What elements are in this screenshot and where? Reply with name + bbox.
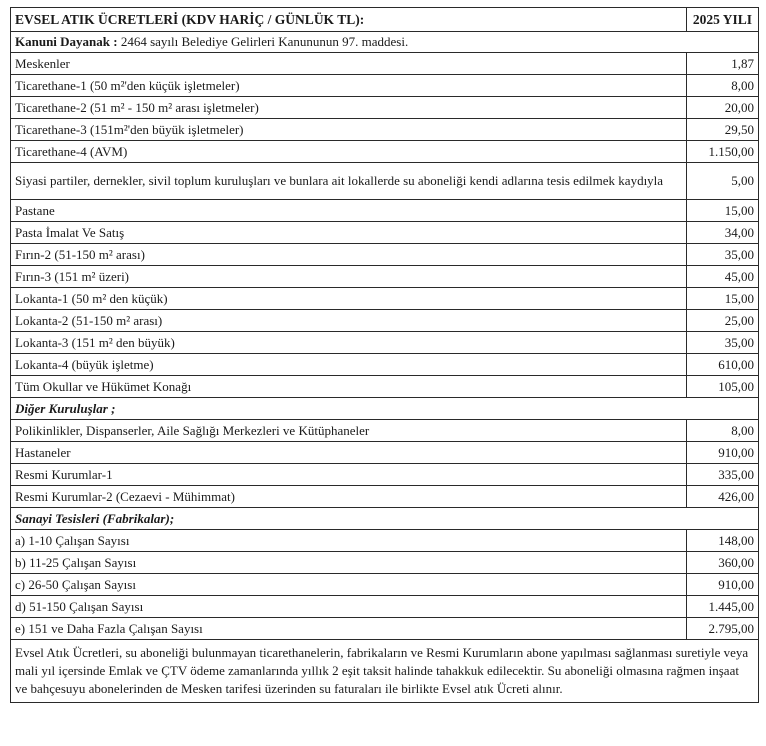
row-label: Pasta İmalat Ve Satış	[11, 222, 687, 244]
row-value: 105,00	[687, 376, 759, 398]
row-value: 360,00	[687, 552, 759, 574]
row-value: 29,50	[687, 119, 759, 141]
row-value: 426,00	[687, 486, 759, 508]
table-row	[11, 266, 759, 288]
row-label: Resmi Kurumlar-1	[11, 464, 687, 486]
row-label: Ticarethane-1 (50 m²'den küçük işletmeler)	[11, 75, 687, 97]
legal-basis	[11, 32, 759, 53]
table-row	[11, 310, 759, 332]
table-row	[11, 354, 759, 376]
table-row	[11, 332, 759, 354]
row-label: Pastane	[11, 200, 687, 222]
table-row	[11, 163, 759, 200]
table-row	[11, 200, 759, 222]
row-label: Tüm Okullar ve Hükümet Konağı	[11, 376, 687, 398]
row-label: Siyasi partiler, dernekler, sivil toplum kuruluşları ve bunlara ait lokallerde su aboneliği kendi adlarına tesis edilmek kaydıyla	[11, 163, 687, 200]
legal-basis-text: 2464 sayılı Belediye Gelirleri Kanununun 97. maddesi.	[117, 34, 409, 49]
row-value: 1.150,00	[687, 141, 759, 163]
row-value: 25,00	[687, 310, 759, 332]
table-row	[11, 244, 759, 266]
table-row	[11, 618, 759, 640]
row-value: 335,00	[687, 464, 759, 486]
row-value: 15,00	[687, 288, 759, 310]
footnote-text: Evsel Atık Ücretleri, su aboneliği bulunmayan ticarethanelerin, fabrikaların ve Resmi Kurumların abone yapılması sağlanması suretiyle veya mali yıl içersinde Emlak ve ÇTV ödeme zamanlarında yıllık 2 eşit taksit halinde tahakkuk edilecektir. Su aboneliği olmasına rağmen inşaat ve bahçesuyu abonelerinden de Mesken tarifesi üzerinden su faturaları ile birlikte Evsel atık Ücreti alınır.	[11, 640, 759, 703]
row-value: 8,00	[687, 420, 759, 442]
row-value: 910,00	[687, 574, 759, 596]
row-label: a) 1-10 Çalışan Sayısı	[11, 530, 687, 552]
row-label: Fırın-2 (51-150 m² arası)	[11, 244, 687, 266]
row-label: Ticarethane-4 (AVM)	[11, 141, 687, 163]
row-label: Lokanta-4 (büyük işletme)	[11, 354, 687, 376]
table-row	[11, 486, 759, 508]
table-row	[11, 420, 759, 442]
tariff-table	[10, 7, 759, 703]
table-row	[11, 288, 759, 310]
row-value: 15,00	[687, 200, 759, 222]
section-heading-industrial-facilities-row	[11, 508, 759, 530]
row-value: 8,00	[687, 75, 759, 97]
row-value: 35,00	[687, 332, 759, 354]
row-label: Resmi Kurumlar-2 (Cezaevi - Mühimmat)	[11, 486, 687, 508]
year-column-header: 2025 YILI	[687, 8, 759, 32]
row-label: Polikinlikler, Dispanserler, Aile Sağlığı Merkezleri ve Kütüphaneler	[11, 420, 687, 442]
table-row	[11, 376, 759, 398]
row-value: 45,00	[687, 266, 759, 288]
row-value: 20,00	[687, 97, 759, 119]
table-row	[11, 75, 759, 97]
legal-basis-label: Kanuni Dayanak :	[15, 34, 118, 49]
table-row	[11, 53, 759, 75]
table-row	[11, 442, 759, 464]
row-label: Lokanta-1 (50 m² den küçük)	[11, 288, 687, 310]
legal-basis-row	[11, 32, 759, 53]
row-value: 2.795,00	[687, 618, 759, 640]
row-label: e) 151 ve Daha Fazla Çalışan Sayısı	[11, 618, 687, 640]
row-label: d) 51-150 Çalışan Sayısı	[11, 596, 687, 618]
row-label: c) 26-50 Çalışan Sayısı	[11, 574, 687, 596]
row-value: 35,00	[687, 244, 759, 266]
row-value: 1,87	[687, 53, 759, 75]
row-label: Hastaneler	[11, 442, 687, 464]
table-row	[11, 97, 759, 119]
table-row	[11, 464, 759, 486]
footnote-row	[11, 640, 759, 703]
row-label: Fırın-3 (151 m² üzeri)	[11, 266, 687, 288]
row-label: b) 11-25 Çalışan Sayısı	[11, 552, 687, 574]
table-row	[11, 119, 759, 141]
row-value: 610,00	[687, 354, 759, 376]
section-heading-other-institutions: Diğer Kuruluşlar ;	[11, 398, 759, 420]
table-title: EVSEL ATIK ÜCRETLERİ (KDV HARİÇ / GÜNLÜK TL):	[11, 8, 687, 32]
tariff-document	[10, 7, 758, 703]
row-value: 910,00	[687, 442, 759, 464]
table-row	[11, 222, 759, 244]
row-label: Ticarethane-2 (51 m² - 150 m² arası işletmeler)	[11, 97, 687, 119]
table-header-row	[11, 8, 759, 32]
row-value: 34,00	[687, 222, 759, 244]
table-row	[11, 530, 759, 552]
table-row	[11, 574, 759, 596]
row-label: Meskenler	[11, 53, 687, 75]
section-heading-industrial-facilities: Sanayi Tesisleri (Fabrikalar);	[11, 508, 759, 530]
table-row	[11, 141, 759, 163]
row-label: Lokanta-2 (51-150 m² arası)	[11, 310, 687, 332]
row-value: 148,00	[687, 530, 759, 552]
table-row	[11, 552, 759, 574]
row-label: Ticarethane-3 (151m²'den büyük işletmeler)	[11, 119, 687, 141]
table-row	[11, 596, 759, 618]
row-label: Lokanta-3 (151 m² den büyük)	[11, 332, 687, 354]
row-value: 1.445,00	[687, 596, 759, 618]
row-value: 5,00	[687, 163, 759, 200]
section-heading-other-institutions-row	[11, 398, 759, 420]
